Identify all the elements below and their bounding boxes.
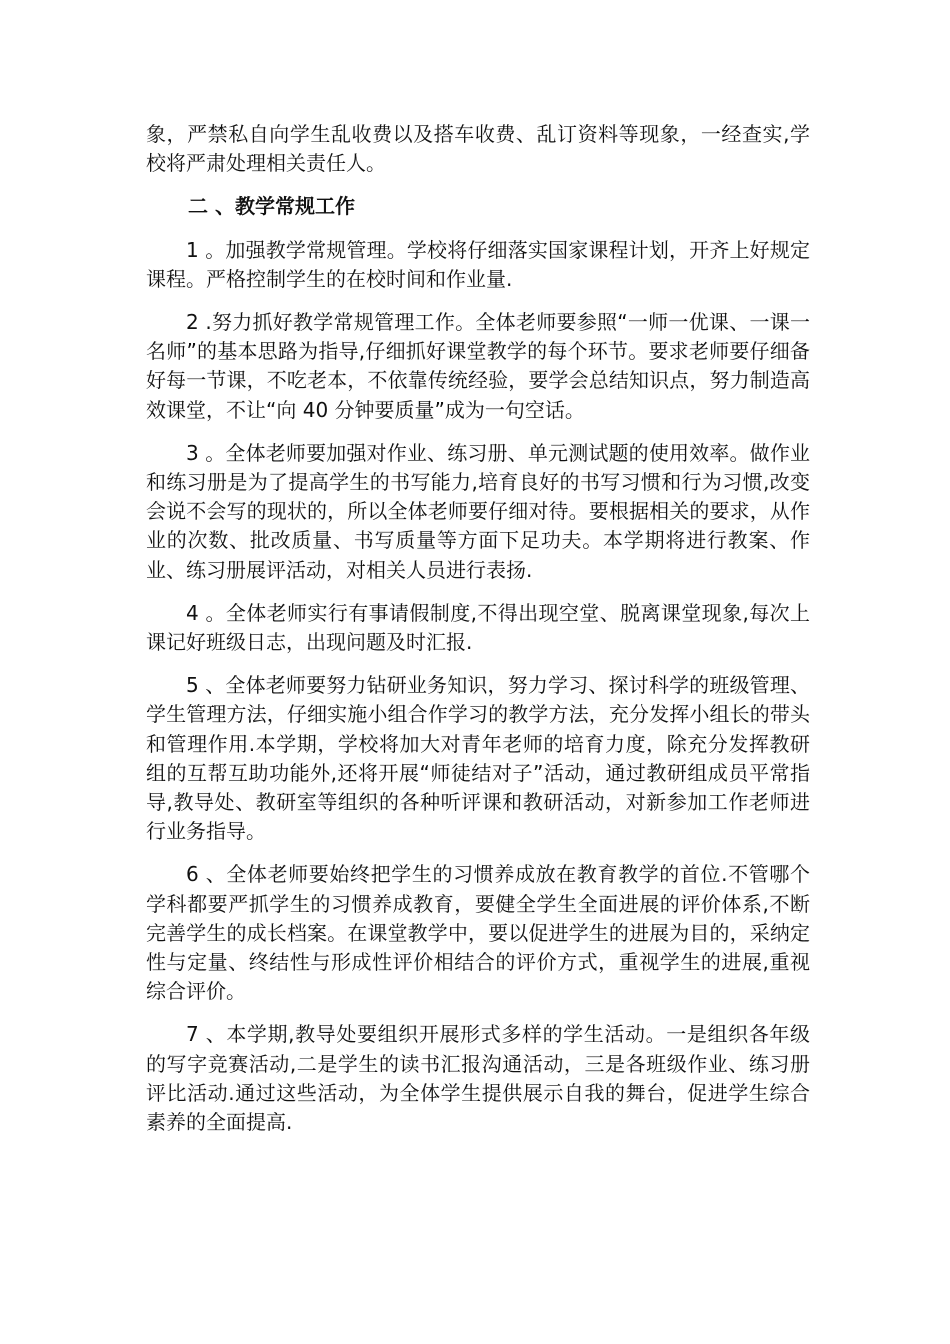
item-paragraph-4: 4 。全体老师实行有事请假制度,不得出现空堂、脱离课堂现象,每次上课记好班级日志，出现问题及时汇报. xyxy=(146,600,810,655)
continuation-paragraph: 象，严禁私自向学生乱收费以及搭车收费、乱订资料等现象，一经查实,学校将严肃处理相关责任人。 xyxy=(146,122,810,176)
item-paragraph-7: 7 、本学期,教导处要组织开展形式多样的学生活动。一是组织各年级的写字竞赛活动,二是学生的读书汇报沟通活动，三是各班级作业、练习册评比活动.通过这些活动，为全体学生提供展示自我的舞台，促进学生综合素养的全面提高. xyxy=(146,1022,810,1135)
item-paragraph-5: 5 、全体老师要努力钻研业务知识，努力学习、探讨科学的班级管理、学生管理方法，仔细实施小组合作学习的教学方法，充分发挥小组长的带头和管理作用.本学期，学校将加大对青年老师的培育力度，除充分发挥教研组的互帮互助功能外,还将开展“师徒结对子”活动，通过教研组成员平常指导,教导处、教研室等组织的各种听评课和教研活动，对新参加工作老师进行业务指导。 xyxy=(146,673,810,844)
item-paragraph-2: 2 .努力抓好教学常规管理工作。全体老师要参照“一师一优课、一课一名师”的基本思路为指导,仔细抓好课堂教学的每个环节。要求老师要仔细备好每一节课，不吃老本，不依靠传统经验，要学会总结知识点，努力制造高效课堂，不让“向 40 分钟要质量”成为一句空话。 xyxy=(146,310,810,422)
item-paragraph-3: 3 。全体老师要加强对作业、练习册、单元测试题的使用效率。做作业和练习册是为了提高学生的书写能力,培育良好的书写习惯和行为习惯,改变会说不会写的现状的，所以全体老师要仔细对待。要根据相关的要求，从作业的次数、批改质量、书写质量等方面下足功夫。本学期将进行教案、作业、练习册展评活动，对相关人员进行表扬. xyxy=(146,440,810,582)
document-body xyxy=(146,120,810,1151)
item-paragraph-6: 6 、全体老师要始终把学生的习惯养成放在教育教学的首位.不管哪个学科都要严抓学生的习惯养成教育，要健全学生全面进展的评价体系,不断完善学生的成长档案。在课堂教学中，要以促进学生的进展为目的，采纳定性与定量、终结性与形成性评价相结合的评价方式，重视学生的进展,重视综合评价。 xyxy=(146,862,810,1004)
item-paragraph-1: 1 。加强教学常规管理。学校将仔细落实国家课程计划，开齐上好规定课程。严格控制学生的在校时间和作业量. xyxy=(146,237,810,291)
section-heading: 二 、教学常规工作 xyxy=(188,194,355,219)
